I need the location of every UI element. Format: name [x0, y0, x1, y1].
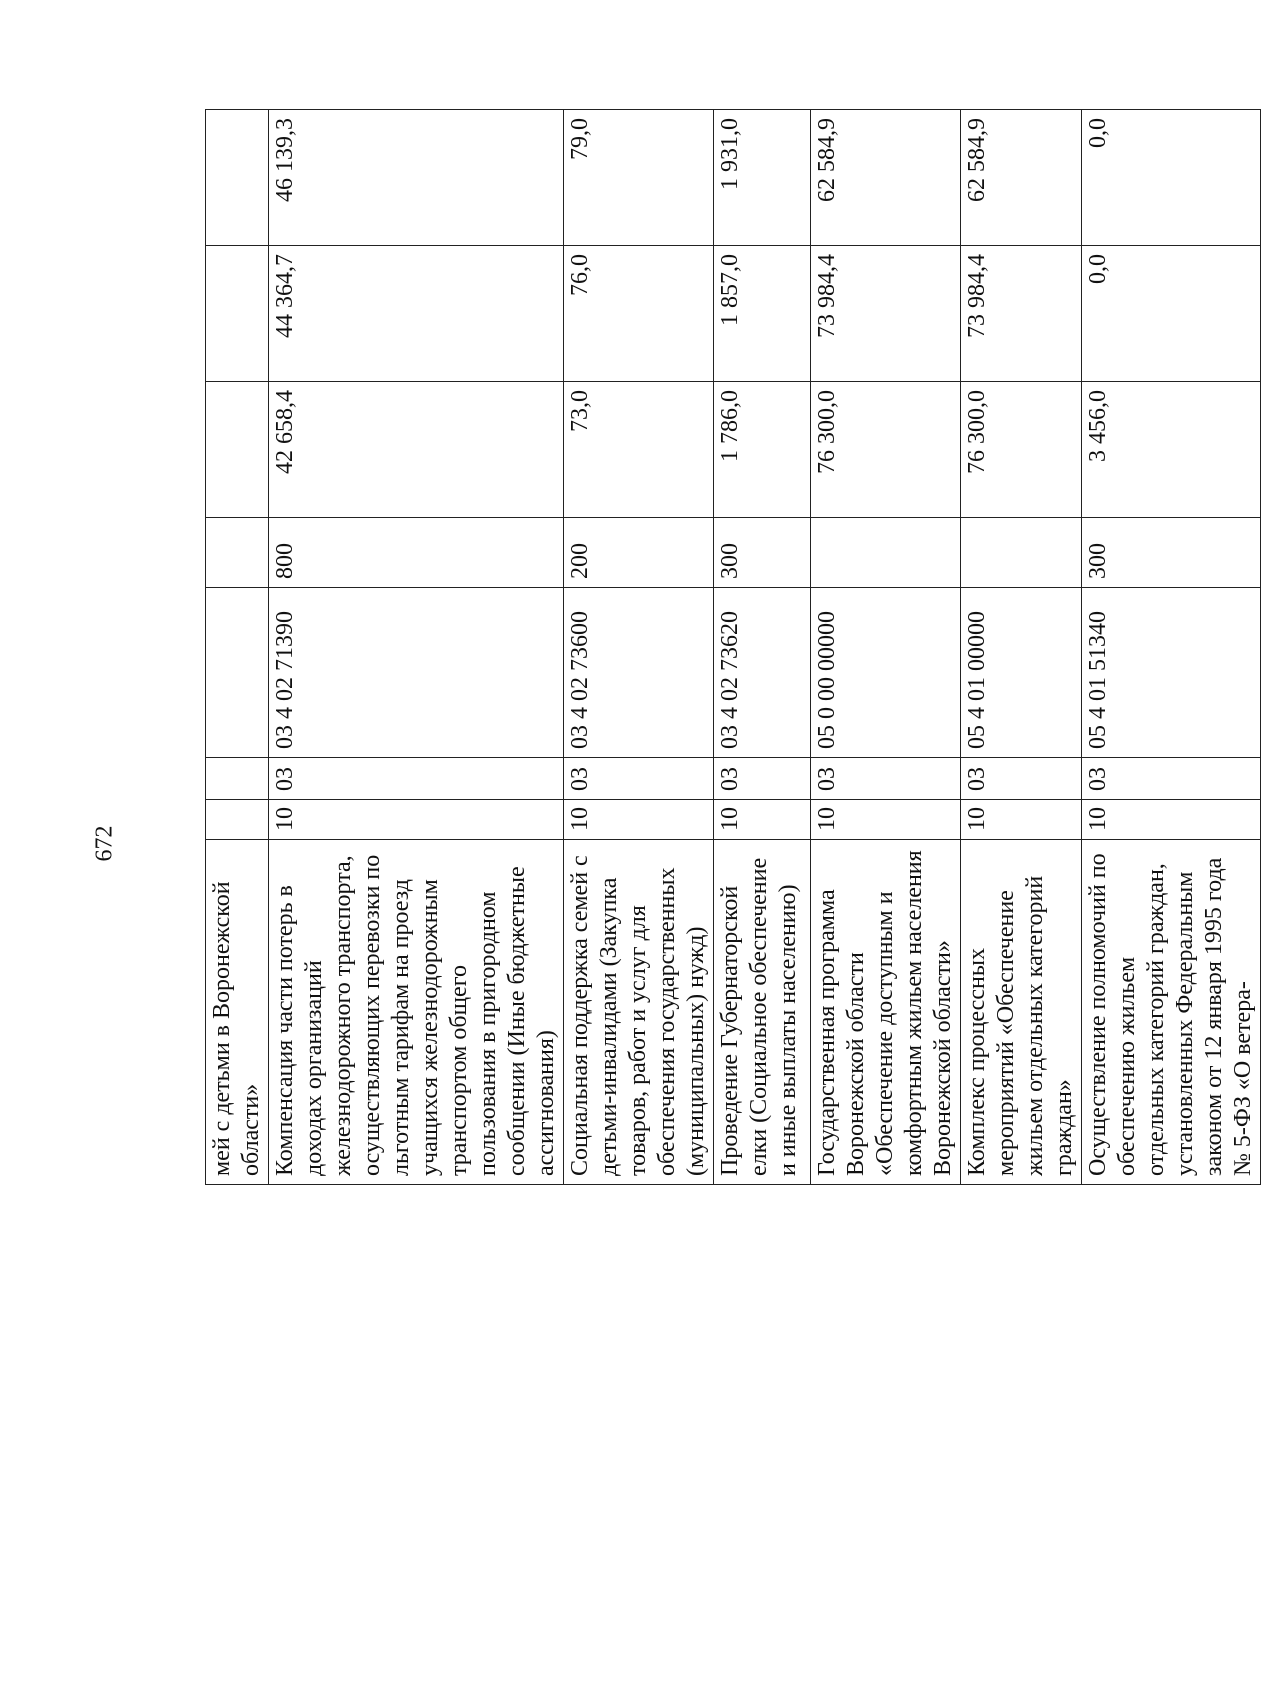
row-v1: 3 456,0: [1082, 382, 1261, 518]
row-vr: [811, 518, 961, 588]
row-v1: 76 300,0: [811, 382, 961, 518]
row-v3: 0,0: [1082, 110, 1261, 246]
row-pr: 03: [564, 758, 714, 800]
row-rz: 10: [961, 800, 1082, 840]
row-v1: [206, 382, 269, 518]
row-v3: 79,0: [564, 110, 714, 246]
row-rz: [206, 800, 269, 840]
table-row: [564, 110, 714, 1185]
rotated-table-container: [205, 110, 1256, 1185]
row-pr: 03: [714, 758, 811, 800]
table-row: [269, 110, 564, 1185]
row-pr: 03: [811, 758, 961, 800]
row-name: Проведение Губернаторской елки (Социальное обеспечение и иные выплаты населению): [714, 840, 811, 1185]
row-name: мей с детьми в Воронежской области»: [206, 840, 269, 1185]
row-csr: 05 4 01 51340: [1082, 588, 1261, 758]
row-v1: 73,0: [564, 382, 714, 518]
row-v2: 1 857,0: [714, 246, 811, 382]
row-name: Осуществление полномочий по обеспечению жильем отдельных категорий граждан, установленных Федеральным законом от 12 января 1995 года № 5-ФЗ «О ветера-: [1082, 840, 1261, 1185]
row-csr: 03 4 02 73620: [714, 588, 811, 758]
row-vr: 200: [564, 518, 714, 588]
row-vr: 800: [269, 518, 564, 588]
table-row: [811, 110, 961, 1185]
row-v3: 62 584,9: [811, 110, 961, 246]
budget-table: [205, 109, 1261, 1185]
row-vr: 300: [1082, 518, 1261, 588]
row-rz: 10: [269, 800, 564, 840]
row-csr: [206, 588, 269, 758]
row-rz: 10: [564, 800, 714, 840]
page-number: 672: [91, 825, 118, 862]
row-name: Государственная программа Воронежской области «Обеспечение доступным и комфортным жильем населения Воронежской области»: [811, 840, 961, 1185]
row-v1: 42 658,4: [269, 382, 564, 518]
row-v3: 62 584,9: [961, 110, 1082, 246]
table-row: [1082, 110, 1261, 1185]
row-name: Социальная поддержка семей с детьми-инвалидами (Закупка товаров, работ и услуг для обеспечения государственных (муниципальных) нужд): [564, 840, 714, 1185]
row-name: Компенсация части потерь в доходах организаций железнодорожного транспорта, осуществляющих перевозки по льготным тарифам на проезд учащихся железнодорожным транспортом общего пользования в пригородном сообщении (Иные бюджетные ассигнования): [269, 840, 564, 1185]
row-rz: 10: [1082, 800, 1261, 840]
table-row: [206, 110, 269, 1185]
row-vr: 300: [714, 518, 811, 588]
row-v1: 76 300,0: [961, 382, 1082, 518]
row-vr: [961, 518, 1082, 588]
row-pr: 03: [1082, 758, 1261, 800]
row-pr: [206, 758, 269, 800]
row-v2: 73 984,4: [811, 246, 961, 382]
table-row: [961, 110, 1082, 1185]
row-csr: 03 4 02 71390: [269, 588, 564, 758]
row-v2: [206, 246, 269, 382]
row-v3: 46 139,3: [269, 110, 564, 246]
row-csr: 05 0 00 00000: [811, 588, 961, 758]
row-pr: 03: [269, 758, 564, 800]
row-pr: 03: [961, 758, 1082, 800]
row-v3: 1 931,0: [714, 110, 811, 246]
row-v2: 0,0: [1082, 246, 1261, 382]
row-v2: 76,0: [564, 246, 714, 382]
table-row: [714, 110, 811, 1185]
row-vr: [206, 518, 269, 588]
row-v3: [206, 110, 269, 246]
row-v2: 73 984,4: [961, 246, 1082, 382]
row-rz: 10: [811, 800, 961, 840]
row-v1: 1 786,0: [714, 382, 811, 518]
row-name: Комплекс процессных мероприятий «Обеспечение жильем отдельных категорий граждан»: [961, 840, 1082, 1185]
row-csr: 03 4 02 73600: [564, 588, 714, 758]
row-rz: 10: [714, 800, 811, 840]
row-csr: 05 4 01 00000: [961, 588, 1082, 758]
row-v2: 44 364,7: [269, 246, 564, 382]
